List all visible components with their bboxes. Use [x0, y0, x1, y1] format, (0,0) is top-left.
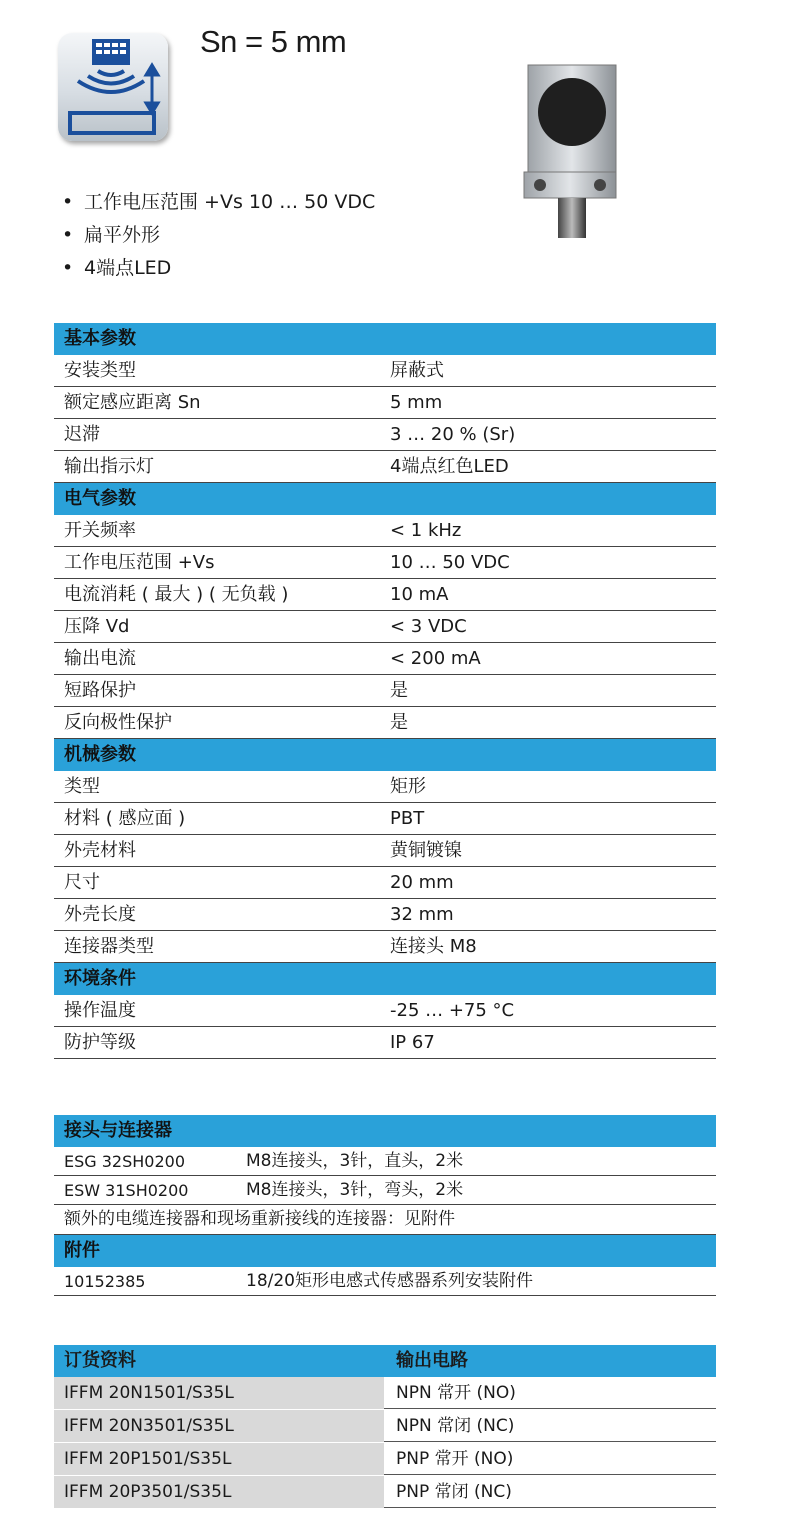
connector-table: [54, 1115, 716, 1296]
table-row: 电流消耗 ( 最大 ) ( 无负载 ) 10 mA: [54, 579, 716, 611]
column-header-ordering: 订货资料: [64, 1350, 136, 1371]
section-header: 环境条件: [54, 963, 716, 995]
table-row: 开关频率 < 1 kHz: [54, 515, 716, 547]
table-row: 连接器类型 连接头 M8: [54, 931, 716, 963]
sensing-range-icon: [58, 33, 168, 141]
table-row: 迟滞 3 … 20 % (Sr): [54, 419, 716, 451]
section-header: 基本参数: [54, 323, 716, 355]
column-header-output: 输出电路: [396, 1350, 468, 1371]
table-row: IFFM 20P3501/S35L PNP 常闭 (NC): [54, 1476, 716, 1509]
list-item: • 工作电压范围 +Vs 10 … 50 VDC: [62, 191, 376, 213]
sensing-range-icon-graphic: [58, 33, 168, 141]
section-header: 机械参数: [54, 739, 716, 771]
table-row: 工作电压范围 +Vs 10 … 50 VDC: [54, 547, 716, 579]
table-row: 输出电流 < 200 mA: [54, 643, 716, 675]
table-row: 短路保护 是: [54, 675, 716, 707]
section-header: 电气参数: [54, 483, 716, 515]
table-row: 外壳长度 32 mm: [54, 899, 716, 931]
table-row: 安装类型 屏蔽式: [54, 355, 716, 387]
table-row: 材料 ( 感应面 ) PBT: [54, 803, 716, 835]
page-title: Sn = 5 mm: [200, 24, 347, 59]
table-row: 操作温度 -25 … +75 °C: [54, 995, 716, 1027]
table-row: 外壳材料 黄铜镀镍: [54, 835, 716, 867]
connector-note: 额外的电缆连接器和现场重新接线的连接器：见附件: [54, 1205, 716, 1235]
table-row: IFFM 20N3501/S35L NPN 常闭 (NC): [54, 1410, 716, 1443]
list-item: • 扁平外形: [62, 224, 161, 246]
table-row: 防护等级 IP 67: [54, 1027, 716, 1059]
spec-table: [54, 323, 716, 1059]
list-item: • 4端点LED: [62, 257, 172, 279]
table-row: 尺寸 20 mm: [54, 867, 716, 899]
rectangular-sensor-photo: [520, 60, 620, 240]
feature-list: [62, 186, 375, 285]
section-header: 附件: [54, 1235, 716, 1267]
table-row: IFFM 20P1501/S35L PNP 常开 (NO): [54, 1443, 716, 1476]
table-row: IFFM 20N1501/S35L NPN 常开 (NO): [54, 1377, 716, 1410]
table-row: ESG 32SH0200 M8连接头，3针，直头，2米: [54, 1147, 716, 1176]
table-row: 10152385 18/20矩形电感式传感器系列安装附件: [54, 1267, 716, 1296]
section-header: 接头与连接器: [54, 1115, 716, 1147]
table-header: [54, 1345, 716, 1377]
table-row: 额定感应距离 Sn 5 mm: [54, 387, 716, 419]
table-row: 压降 Vd < 3 VDC: [54, 611, 716, 643]
table-row: ESW 31SH0200 M8连接头，3针，弯头，2米: [54, 1176, 716, 1205]
table-row: 反向极性保护 是: [54, 707, 716, 739]
table-row: 类型 矩形: [54, 771, 716, 803]
table-row: 输出指示灯 4端点红色LED: [54, 451, 716, 483]
ordering-table: [54, 1345, 716, 1509]
